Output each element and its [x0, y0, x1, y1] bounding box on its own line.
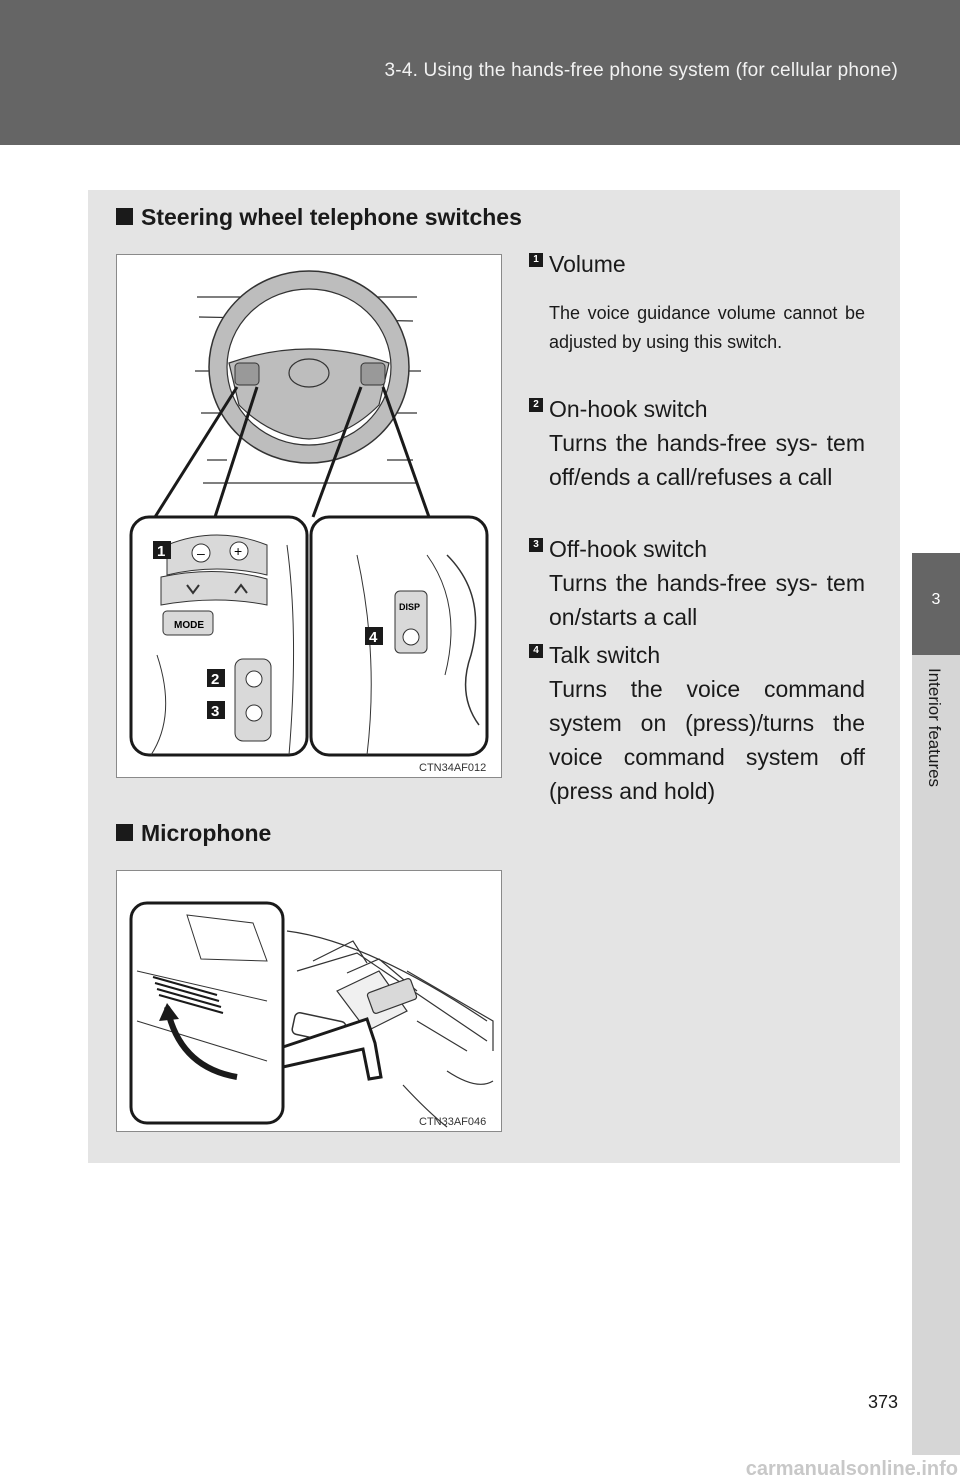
figure-code: CTN34AF012 — [419, 762, 487, 774]
item-talk — [529, 638, 865, 808]
callout-3: 3 — [211, 703, 220, 720]
section-heading-text: Steering wheel telephone switches — [141, 204, 522, 230]
microphone-inset — [131, 903, 283, 1123]
steering-wheel-figure — [116, 254, 502, 778]
item-title: Volume — [549, 251, 626, 277]
callout-2: 2 — [211, 671, 220, 688]
horn-pad — [289, 359, 329, 387]
item-note: The voice guidance volume cannot be adjusted by using this switch. — [549, 303, 865, 352]
callout-4: 4 — [369, 629, 378, 646]
chapter-number: 3 — [931, 591, 941, 608]
item-desc: Turns the voice command system on (press)/turns the voice command system off (press and hold) — [549, 676, 865, 804]
disp-button-label: DISP — [399, 602, 421, 612]
item-marker: 2 — [529, 398, 543, 412]
header-title: 3-4. Using the hands-free phone system (for cellular phone) — [384, 60, 898, 81]
svg-text:+: + — [234, 543, 243, 559]
steering-wheel-illustration — [117, 255, 501, 777]
section-heading-microphone — [116, 820, 271, 847]
item-title: Talk switch — [549, 642, 661, 668]
page-number: 373 — [867, 1392, 898, 1412]
mode-button-label: MODE — [174, 620, 204, 631]
microphone-figure — [116, 870, 502, 1132]
chapter-tab — [912, 553, 960, 655]
chapter-label: Interior features — [925, 668, 944, 788]
heading-bullet-icon — [116, 208, 133, 225]
item-volume — [529, 247, 865, 357]
section-heading-text: Microphone — [141, 820, 272, 846]
item-marker: 3 — [529, 538, 543, 552]
page-header — [0, 0, 960, 145]
item-title: On-hook switch — [549, 396, 708, 422]
item-desc: Turns the hands-free sys- tem off/ends a call/refuses a call — [549, 430, 865, 490]
svg-text:–: – — [197, 545, 205, 561]
heading-bullet-icon — [116, 824, 133, 841]
item-marker: 4 — [529, 644, 543, 658]
section-heading-steering — [116, 204, 522, 231]
right-switch-inset — [311, 517, 487, 755]
figure-code: CTN33AF046 — [419, 1116, 487, 1128]
item-off-hook — [529, 532, 865, 634]
microphone-illustration — [117, 871, 501, 1131]
watermark: carmanualsonline.info — [745, 1458, 958, 1480]
item-title: Off-hook switch — [549, 536, 708, 562]
item-on-hook — [529, 392, 865, 494]
item-marker: 1 — [529, 253, 543, 267]
item-desc: Turns the hands-free sys- tem on/starts a call — [549, 570, 865, 630]
callout-1: 1 — [157, 543, 166, 560]
